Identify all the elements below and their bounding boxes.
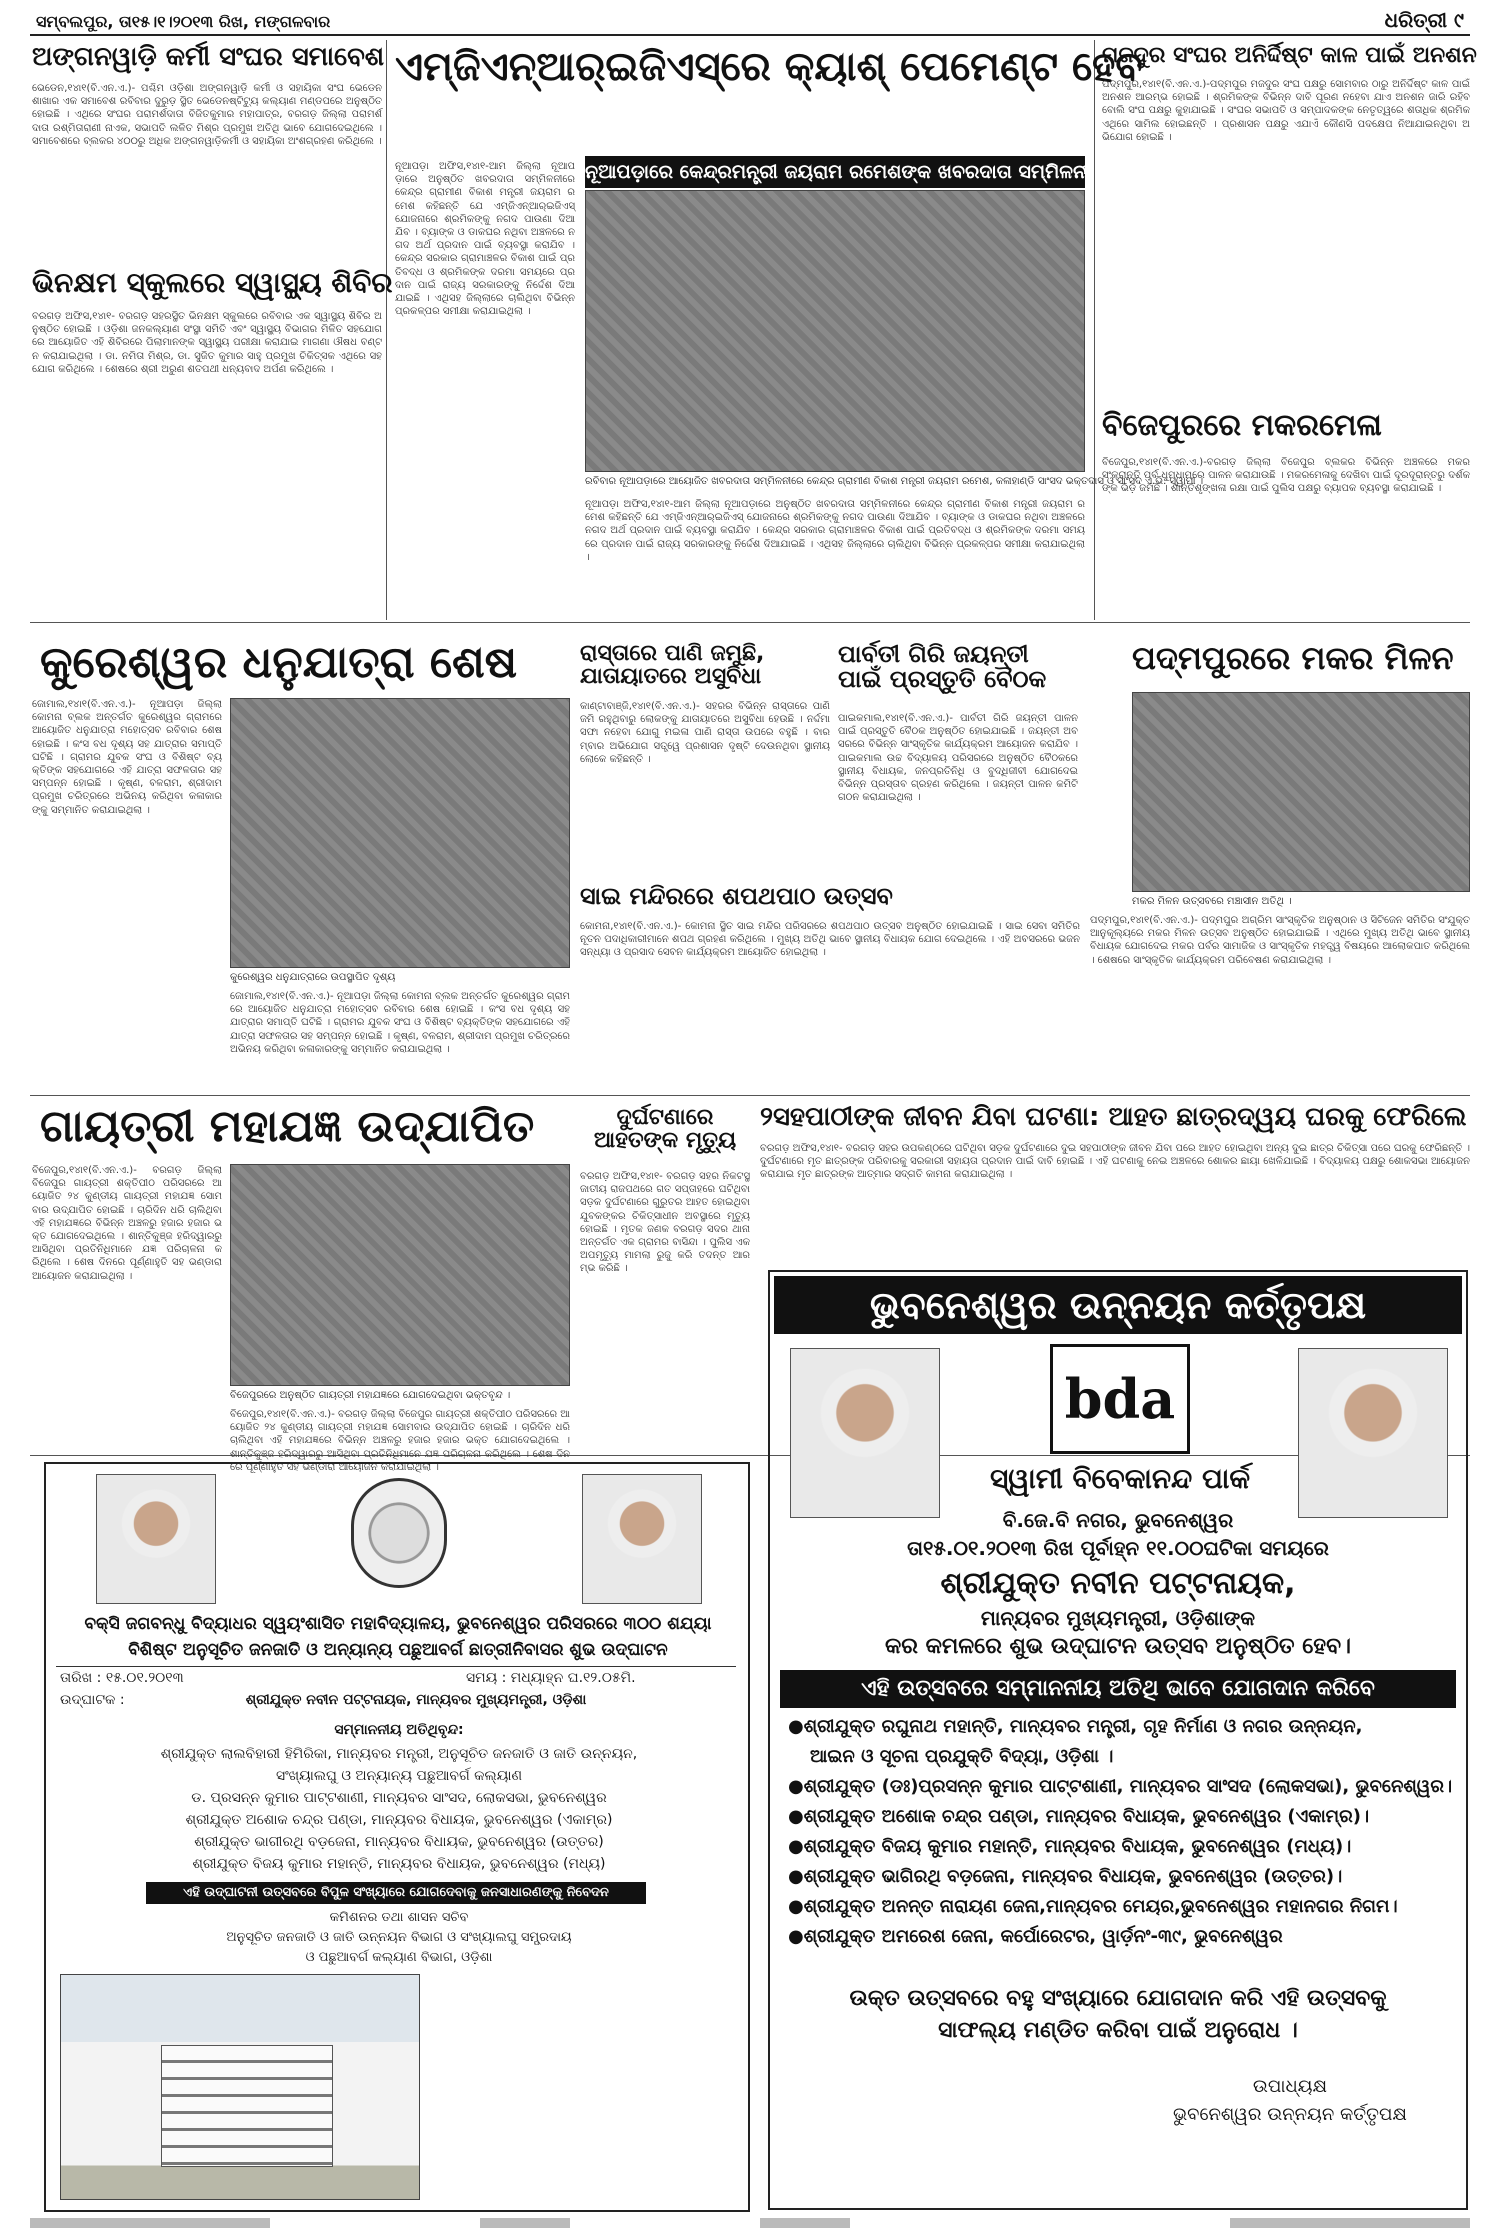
story-dhanuyatra: ଜୋମାଲ,୧୪ା୧(ବି.ଏନ.ଏ.)- ନୂଆପଡ଼ା ଜିଲ୍ଲା କୋମନା ବ୍ଲକ ଅନ୍ତର୍ଗତ କୁରେଶ୍ୱର ଗ୍ରାମରେ ଆୟୋଜିତ ଧନୁଯାତ୍ରା ମହୋତ୍ସବ ରବିବାର ଶେଷ ହୋଇଛି । କଂସ ବଧ ଦୃଶ୍ୟ ସହ ଯାତ୍ରାର ସମାପ୍ତି ଘଟିଛି । ଗ୍ରାମର ଯୁବକ ସଂଘ ଓ ବିଶିଷ୍ଟ ବ୍ୟକ୍ତିଙ୍କ ସହଯୋଗରେ ଏହି ଯାତ୍ରା ସଫଳତାର ସହ ସମ୍ପନ୍ନ ହୋଇଛି । କୃଷ୍ଣ, ବଳରାମ, ଶ୍ରୀଦାମ ପ୍ରମୁଖ ଚରିତ୍ରରେ ଅଭିନୟ କରିଥିବା କଳାକାରଙ୍କୁ ସମ୍ମାନିତ କରାଯାଇଥିଲା । [32, 699, 222, 816]
headline-dhanuyatra: କୁରେଶ୍ୱର ଧନୁଯାତ୍ରା ଶେଷ [40, 637, 518, 688]
closing-line: ଉକ୍ତ ଉତ୍ସବରେ ବହୁ ସଂଖ୍ୟାରେ ଯୋଗଦାନ କରି ଏହି ଉତ୍ସବକୁ [849, 1986, 1387, 2011]
padampur-photo [1132, 692, 1470, 892]
story-makara-bijepur: ବିଜେପୁର,୧୪ା୧(ବି.ଏନ.ଏ.)-ବରଗଡ଼ ଜିଲ୍ଲା ବିଜେପୁର ବ୍ଲକର ବିଭିନ୍ନ ଅଞ୍ଚଳରେ ମକର ସଂକ୍ରାନ୍ତି ପର୍ବ ଧୁମଧାମରେ ପାଳନ କରାଯାଉଛି । ମକରମେଳାକୁ ଦେଖିବା ପାଇଁ ଦୂରଦୂରାନ୍ତରୁ ଦର୍ଶକଙ୍କ ଭିଡ଼ ଜମିଛି । ଶାନ୍ତିଶୃଙ୍ଖଳା ରକ୍ଷା ପାଇଁ ପୁଲିସ ପକ୍ଷରୁ ବ୍ୟାପକ ବ୍ୟବସ୍ଥା କରାଯାଇଛି । [1102, 457, 1470, 495]
story-accident: ବରଗଡ଼ ଅଫିସ,୧୪ା୧- ବରଗଡ଼ ସହର ନିକଟସ୍ଥ ଜାତୀୟ ରାଜପଥରେ ଗତ ସପ୍ତାହରେ ଘଟିଥିବା ସଡ଼କ ଦୁର୍ଘଟଣାରେ ଗୁରୁତର ଆହତ ହୋଇଥିବା ଯୁବକଙ୍କର ଚିକିତ୍ସାଧୀନ ଅବସ୍ଥାରେ ମୃତ୍ୟୁ ହୋଇଛି । ମୃତକ ଜଣକ ବରଗଡ଼ ସଦର ଥାନା ଅନ୍ତର୍ଗତ ଏକ ଗ୍ରାମର ବାସିନ୍ଦା । ପୁଲିସ ଏକ ଅପମୃତ୍ୟୁ ମାମଲା ରୁଜୁ କରି ତଦନ୍ତ ଆରମ୍ଭ କରିଛି । [580, 1171, 750, 1275]
guest-line: ଶ୍ରୀଯୁକ୍ତ ଭାଗୀରଥି ବଡ଼ଜେନା, ମାନ୍ୟବର ବିଧାୟକ, ଭୁବନେଶ୍ୱର (ଉତ୍ତର) [194, 1834, 604, 1850]
story-anganwadi: ଭେଡେନ,୧୪ା୧(ବି.ଏନ.ଏ.)- ପଶ୍ଚିମ ଓଡ଼ିଶା ଅଙ୍ଗନୱାଡ଼ି କର୍ମୀ ଓ ସହାୟିକା ସଂଘ ଭେଡେନ ଶାଖାର ଏକ ସମାବେଶ ରବିବାର ଦୁରୁଡ଼ ସ୍ଥିତ ଭେଡେନଷ୍ଟିଟ୍ୟୁ କଲ୍ୟାଣ ମଣ୍ଡପରେ ଅନୁଷ୍ଠିତ ହୋଇଛି । ଏଥିରେ ସଂଘର ପରାମର୍ଶଦାତା ବିଜିତକୁମାର ମହାପାତ୍ର, ବରଗଡ଼ ଜିଲ୍ଲା ପରାମର୍ଶଦାତା ରଶ୍ମିତାରାଣୀ ନାଏକ, ସଭାପତି ଲଳିତ ମିଶ୍ର ପ୍ରମୁଖ ଅତିଥି ଭାବେ ଯୋଗଦେଇଥିଲେ । ସମାବେଶରେ ବ୍ଲକର ୪୦୦ରୁ ଅଧିକ ଅଙ୍ଗନୱାଡ଼ିକର୍ମୀ ଓ ସହାୟିକା ଅଂଶଗ୍ରହଣ କରିଥିଲେ । [32, 83, 382, 147]
headline-water: ରାସ୍ତାରେ ପାଣି ଜମୁଛି, ଯାତାୟାତରେ ଅସୁବିଧା [580, 641, 765, 690]
ad-title-line: ବକ୍ସି ଜଗବନ୍ଧୁ ବିଦ୍ୟାଧର ସ୍ୱୟଂଶାସିତ ମହାବିଦ୍ୟାଳୟ, ଭୁବନେଶ୍ୱର ପରିସରରେ ୩୦୦ ଶଯ୍ୟା [84, 1614, 712, 1634]
bda-advertisement [768, 1270, 1468, 2210]
guest-item-cont: ଆଇନ ଓ ସୂଚନା ପ୍ରଯୁକ୍ତି ବିଦ୍ୟା, ଓଡ଼ିଶା । [810, 1746, 1114, 1767]
row-rule [30, 1095, 1470, 1096]
guest-item: ● ଶ୍ରୀଯୁକ୍ତ ଭାଗିରଥି ବଡ଼ଜେନା, ମାନ୍ୟବର ବିଧାୟକ, ଭୁବନେଶ୍ୱର (ଉତ୍ତର)। [788, 1866, 1458, 1896]
story-sai: କୋମନା,୧୪ା୧(ବି.ଏନ.ଏ.)- କୋମନା ସ୍ଥିତ ସାଇ ମନ୍ଦିର ପରିସରରେ ଶପଥପାଠ ଉତ୍ସବ ଅନୁଷ୍ଠିତ ହୋଇଯାଇଛି । ସାଇ ସେବା ସମିତିର ନୂତନ ପଦାଧିକାରୀମାନେ ଶପଥ ଗ୍ରହଣ କରିଥିଲେ । ମୁଖ୍ୟ ଅତିଥି ଭାବେ ସ୍ଥାନୀୟ ବିଧାୟକ ଯୋଗ ଦେଇଥିଲେ । ଏହି ଅବସରରେ ଭଜନ ସନ୍ଧ୍ୟା ଓ ପ୍ରସାଦ ସେବନ କାର୍ଯ୍ୟକ୍ରମ ଆୟୋଜିତ ହୋଇଥିଲା । [580, 921, 1080, 959]
story-hunger-strike: ପଦ୍ମପୁର,୧୪ା୧(ବି.ଏନ.ଏ.)-ପଦ୍ମପୁର ମଜଦୁର ସଂଘ ପକ୍ଷରୁ ସୋମବାର ଠାରୁ ଅନିର୍ଦ୍ଦିଷ୍ଟ କାଳ ପାଇଁ ଅନଶନ ଆରମ୍ଭ ହୋଇଛି । ଶ୍ରମିକଙ୍କ ବିଭିନ୍ନ ଦାବି ପୂରଣ ନହେବା ଯାଏ ଅନଶନ ଜାରି ରହିବ ବୋଲି ସଂଘ ପକ୍ଷରୁ କୁହାଯାଇଛି । ସଂଘର ସଭାପତି ଓ ସମ୍ପାଦକଙ୍କ ନେତୃତ୍ୱରେ ଶତାଧିକ ଶ୍ରମିକ ଏଥିରେ ସାମିଲ ହୋଇଛନ୍ତି । ପ୍ରଶାସନ ପକ୍ଷରୁ ଏଯାଏଁ କୌଣସି ପଦକ୍ଷେପ ନିଆଯାଇନଥିବା ଅଭିଯୋଗ ହୋଇଛି । [1102, 79, 1470, 143]
event-line: କର କମଳରେ ଶୁଭ ଉଦ୍‌ଘାଟନ ଉତ୍ସବ ଅନୁଷ୍ଠିତ ହେବ। [884, 1634, 1352, 1659]
guest-item: ● ଶ୍ରୀଯୁକ୍ତ ଅଶୋକ ଚନ୍ଦ୍ର ପଣ୍ଡା, ମାନ୍ୟବର ବିଧାୟକ, ଭୁବନେଶ୍ୱର (ଏକାମ୍ର)। [788, 1806, 1458, 1836]
guest-line: ଶ୍ରୀଯୁକ୍ତ ଲାଲବିହାରୀ ହିମିରିକା, ମାନ୍ୟବର ମନ୍ତ୍ରୀ, ଅନୁସୂଚିତ ଜନଜାତି ଓ ଜାତି ଉନ୍ନୟନ, [160, 1746, 638, 1762]
guest-item: ● ଶ୍ରୀଯୁକ୍ତ ରଘୁନାଥ ମହାନ୍ତି, ମାନ୍ୟବର ମନ୍ତ୍ରୀ, ଗୃହ ନିର୍ମାଣ ଓ ନଗର ଉନ୍ନୟନ, [788, 1716, 1458, 1746]
event-date: ତାରିଖ : ୧୫.୦୧.୨୦୧୩ [60, 1670, 184, 1686]
guest-line: ସଂଖ୍ୟାଲଘୁ ଓ ଅନ୍ୟାନ୍ୟ ପଛୁଆବର୍ଗ କଲ୍ୟାଣ [275, 1768, 523, 1784]
inaugurator-label: ଉଦ୍‌ଘାଟକ : [60, 1692, 125, 1708]
story-mgnregs: ନୂଆପଡ଼ା ଅଫିସ,୧୪ା୧-ଆମ ଜିଲ୍ଲା ନୂଆପଡ଼ାରେ ଅନୁଷ୍ଠିତ ଖବରଦାତା ସମ୍ମିଳନୀରେ କେନ୍ଦ୍ର ଗ୍ରାମୀଣ ବିକାଶ ମନ୍ତ୍ରୀ ଜୟରାମ ରମେଶ କହିଛନ୍ତି ଯେ ଏମ୍‌ଜିଏନ୍‌ଆର୍‌ଇଜିଏସ୍ ଯୋଜନାରେ ଶ୍ରମିକଙ୍କୁ ନଗଦ ପାଉଣା ଦିଆଯିବ । ବ୍ୟାଙ୍କ ଓ ଡାକଘର ନଥିବା ଅଞ୍ଚଳରେ ନଗଦ ଅର୍ଥ ପ୍ରଦାନ ପାଇଁ ବ୍ୟବସ୍ଥା କରାଯିବ । କେନ୍ଦ୍ର ସରକାର ଗ୍ରାମାଞ୍ଚଳର ବିକାଶ ପାଇଁ ପ୍ରତିବଦ୍ଧ ଓ ଶ୍ରମିକଙ୍କ ଦରମା ସମୟରେ ପ୍ରଦାନ ପାଇଁ ରାଜ୍ୟ ସରକାରଙ୍କୁ ନିର୍ଦ୍ଦେଶ ଦିଆଯାଇଛି । ଏଥିସହ ଜିଲ୍ଲାରେ ଚାଲିଥିବା ବିଭିନ୍ନ ପ୍ରକଳ୍ପର ସମୀକ୍ଷା କରାଯାଇଥିଲା । [395, 161, 575, 318]
guest-line: ଶ୍ରୀଯୁକ୍ତ ଅଶୋକ ଚନ୍ଦ୍ର ପଣ୍ଡା, ମାନ୍ୟବର ବିଧାୟକ, ଭୁବନେଶ୍ୱର (ଏକାମ୍ର) [185, 1812, 613, 1828]
bda-banner: ଭୁବନେଶ୍ୱର ଉନ୍ନୟନ କର୍ତ୍ତୃପକ୍ଷ [774, 1276, 1462, 1334]
dateline: ସମ୍ବଲପୁର, ତା୧୫।୧।୨୦୧୩ ରିଖ, ମଙ୍ଗଳବାର [36, 12, 331, 31]
subhead-mgnregs: ନୂଆପଡ଼ାରେ କେନ୍ଦ୍ରମନ୍ତ୍ରୀ ଜୟରାମ ରମେଶଙ୍କ ଖବରଦାତା ସମ୍ମିଳନୀ [585, 156, 1085, 188]
story-mgnregs-cont: ନୂଆପଡ଼ା ଅଫିସ,୧୪ା୧-ଆମ ଜିଲ୍ଲା ନୂଆପଡ଼ାରେ ଅନୁଷ୍ଠିତ ଖବରଦାତା ସମ୍ମିଳନୀରେ କେନ୍ଦ୍ର ଗ୍ରାମୀଣ ବିକାଶ ମନ୍ତ୍ରୀ ଜୟରାମ ରମେଶ କହିଛନ୍ତି ଯେ ଏମ୍‌ଜିଏନ୍‌ଆର୍‌ଇଜିଏସ୍ ଯୋଜନାରେ ଶ୍ରମିକଙ୍କୁ ନଗଦ ପାଉଣା ଦିଆଯିବ । ବ୍ୟାଙ୍କ ଓ ଡାକଘର ନଥିବା ଅଞ୍ଚଳରେ ନଗଦ ଅର୍ଥ ପ୍ରଦାନ ପାଇଁ ବ୍ୟବସ୍ଥା କରାଯିବ । କେନ୍ଦ୍ର ସରକାର ଗ୍ରାମାଞ୍ଚଳର ବିକାଶ ପାଇଁ ପ୍ରତିବଦ୍ଧ ଓ ଶ୍ରମିକଙ୍କ ଦରମା ସମୟରେ ପ୍ରଦାନ ପାଇଁ ରାଜ୍ୟ ସରକାରଙ୍କୁ ନିର୍ଦ୍ଦେଶ ଦିଆଯାଇଛି । ଏଥିସହ ଜିଲ୍ଲାରେ ଚାଲିଥିବା ବିଭିନ୍ନ ପ୍ରକଳ୍ପର ସମୀକ୍ଷା କରାଯାଇଥିଲା । [585, 499, 1085, 563]
story-dhanuyatra-cont: ଜୋମାଲ,୧୪ା୧(ବି.ଏନ.ଏ.)- ନୂଆପଡ଼ା ଜିଲ୍ଲା କୋମନା ବ୍ଲକ ଅନ୍ତର୍ଗତ କୁରେଶ୍ୱର ଗ୍ରାମରେ ଆୟୋଜିତ ଧନୁଯାତ୍ରା ମହୋତ୍ସବ ରବିବାର ଶେଷ ହୋଇଛି । କଂସ ବଧ ଦୃଶ୍ୟ ସହ ଯାତ୍ରାର ସମାପ୍ତି ଘଟିଛି । ଗ୍ରାମର ଯୁବକ ସଂଘ ଓ ବିଶିଷ୍ଟ ବ୍ୟକ୍ତିଙ୍କ ସହଯୋଗରେ ଏହି ଯାତ୍ରା ସଫଳତାର ସହ ସମ୍ପନ୍ନ ହୋଇଛି । କୃଷ୍ଣ, ବଳରାମ, ଶ୍ରୀଦାମ ପ୍ରମୁଖ ଚରିତ୍ରରେ ଅଭିନୟ କରିଥିବା କଳାକାରଙ୍କୁ ସମ୍ମାନିତ କରାଯାଇଥିଲା । [230, 991, 570, 1055]
headline-accident: ଦୁର୍ଘଟଣାରେ ଆହତଙ୍କ ମୃତ୍ୟୁ [593, 1105, 737, 1154]
dhanuyatra-photo [230, 698, 570, 968]
bda-logo: bda [1050, 1344, 1190, 1454]
story-padampur: ପଦ୍ମପୁର,୧୪ା୧(ବି.ଏନ.ଏ.)- ପଦ୍ମପୁର ଅଗ୍ରିମ ସାଂସ୍କୃତିକ ଅନୁଷ୍ଠାନ ଓ ସିଟିଜେନ ସମିତିର ସଂଯୁକ୍ତ ଆନୁକୂଲ୍ୟରେ ମକର ମିଳନ ଉତ୍ସବ ଅନୁଷ୍ଠିତ ହୋଇଯାଇଛି । ଏଥିରେ ମୁଖ୍ୟ ଅତିଥି ଭାବେ ସ୍ଥାନୀୟ ବିଧାୟକ ଯୋଗଦେଇ ମକର ପର୍ବର ସାମାଜିକ ଓ ସାଂସ୍କୃତିକ ମହତ୍ତ୍ୱ ବିଷୟରେ ଆଲୋକପାତ କରିଥିଲେ । ଶେଷରେ ସାଂସ୍କୃତିକ କାର୍ଯ୍ୟକ୍ରମ ପରିବେଷଣ କରାଯାଇଥିଲା । [1090, 915, 1470, 966]
headline-makara-bijepur: ବିଜେପୁରରେ ମକରମେଳା [1102, 408, 1382, 443]
story-gayatri-cont: ବିଜେପୁର,୧୪ା୧(ବି.ଏନ.ଏ.)- ବରଗଡ଼ ଜିଲ୍ଲା ବିଜେପୁର ଗାୟତ୍ରୀ ଶକ୍ତିପୀଠ ପରିସରରେ ଆୟୋଜିତ ୨୪ କୁଣ୍ଡୀୟ ଗାୟତ୍ରୀ ମହାଯଜ୍ଞ ସୋମବାର ଉଦ୍‌ଯାପିତ ହୋଇଛି । ଚାରିଦିନ ଧରି ଚାଲିଥିବା ଏହି ମହାଯଜ୍ଞରେ ବିଭିନ୍ନ ଅଞ୍ଚଳରୁ ହଜାର ହଜାର ଭକ୍ତ ଯୋଗଦେଇଥିଲେ । ଶାନ୍ତିକୁଞ୍ଜ ହରିଦ୍ୱାରରୁ ଆସିଥିବା ପ୍ରତିନିଧିମାନେ ଯଜ୍ଞ ପରିଚାଳନା କରିଥିଲେ । ଶେଷ ଦିନରେ ପୂର୍ଣ୍ଣାହୁତି ସହ ଭଣ୍ଡାରା ଆୟୋଜନ କରାଯାଇଥିଲା । [230, 1409, 570, 1473]
guest-item: ● ଶ୍ରୀଯୁକ୍ତ ଅନନ୍ତ ନାରାୟଣ ଜେନା,ମାନ୍ୟବର ମେୟର,ଭୁବନେଶ୍ୱର ମହାନଗର ନିଗମ। [788, 1896, 1458, 1926]
appeal-band: ଏହି ଉଦ୍‌ଘାଟନୀ ଉତ୍ସବରେ ବିପୁଳ ସଂଖ୍ୟାରେ ଯୋଗଦେବାକୁ ଜନସାଧାରଣଙ୍କୁ ନିବେଦନ [146, 1882, 646, 1904]
bda-guest-list [788, 1716, 1458, 1956]
building-facade [161, 2045, 333, 2167]
row-rule [30, 622, 1470, 623]
column-rule [1094, 40, 1095, 620]
headline-health-camp: ଭିନକ୍ଷମ ସ୍କୁଲରେ ସ୍ୱାସ୍ଥ୍ୟ ଶିବିର [32, 266, 393, 299]
minister-portrait [790, 1348, 940, 1518]
masthead [30, 6, 1470, 36]
footer-strip [760, 2218, 850, 2228]
headline-padampur: ପଦ୍ମପୁରରେ ମକର ମିଳନ [1132, 639, 1454, 677]
divider [56, 1666, 736, 1667]
column-rule [386, 40, 387, 620]
headline-gayatri: ଗାୟତ୍ରୀ ମହାଯଜ୍ଞ ଉଦ୍‌ଯାପିତ [40, 1101, 535, 1152]
story-parbati: ପାଇକମାଲ,୧୪ା୧(ବି.ଏନ.ଏ.)- ପାର୍ବତୀ ଗିରି ଜୟନ୍ତୀ ପାଳନ ପାଇଁ ପ୍ରସ୍ତୁତି ବୈଠକ ଅନୁଷ୍ଠିତ ହୋଇଯାଇଛି । ଜୟନ୍ତୀ ଅବସରରେ ବିଭିନ୍ନ ସାଂସ୍କୃତିକ କାର୍ଯ୍ୟକ୍ରମ ଆୟୋଜନ କରାଯିବ । ପାଇକମାଲ ଉଚ୍ଚ ବିଦ୍ୟାଳୟ ପରିସରରେ ଅନୁଷ୍ଠିତ ବୈଠକରେ ସ୍ଥାନୀୟ ବିଧାୟକ, ଜନପ୍ରତିନିଧି ଓ ବୁଦ୍ଧିଜୀବୀ ଯୋଗଦେଇ ବିଭିନ୍ନ ପ୍ରସ୍ତାବ ଗ୍ରହଣ କରିଥିଲେ । ଜୟନ୍ତୀ ପାଳନ କମିଟି ଗଠନ କରାଯାଇଥିଲା । [838, 713, 1078, 804]
hostel-building-photo [60, 1974, 420, 2200]
page-number: ଧରିତ୍ରୀ ୯ [1384, 8, 1464, 32]
headline-anganwadi: ଅଙ୍ଗନୱାଡ଼ି କର୍ମୀ ସଂଘର ସମାବେଶ [32, 42, 385, 72]
event-time: ସମୟ : ମଧ୍ୟାହ୍ନ ଘ.୧୨.୦୫ମି. [466, 1670, 636, 1686]
headline-sai: ସାଇ ମନ୍ଦିରରେ ଶପଥପାଠ ଉତ୍ସବ [580, 882, 893, 910]
photo-caption: ବିଜେପୁରରେ ଅନୁଷ୍ଠିତ ଗାୟତ୍ରୀ ମହାଯଜ୍ଞରେ ଯୋଗଦେଇଥିବା ଭକ୍ତବୃନ୍ଦ । [230, 1390, 511, 1401]
signatory-title: ଉପାଧ୍ୟକ୍ଷ [1252, 2076, 1328, 2097]
yajna-photo [230, 1164, 570, 1386]
footer-strip [1230, 2218, 1470, 2228]
headline-mgnregs: ଏମ୍‌ଜିଏନ୍‌ଆର୍‌ଇଜିଏସ୍‌ରେ କ୍ୟାଶ୍ ପେମେଣ୍ଟ ହେବ [395, 44, 1143, 90]
ad-title-line: ବିଶିଷ୍ଟ ଅନୁସୂଚିତ ଜନଜାତି ଓ ଅନ୍ୟାନ୍ୟ ପଛୁଆବର୍ଗ ଛାତ୍ରୀନିବାସର ଶୁଭ ଉଦ୍‌ଘାଟନ [128, 1640, 668, 1660]
event-time: ତା୧୫.୦୧.୨୦୧୩ ରିଖ ପୂର୍ବାହ୍ନ ୧୧.୦୦ଘଟିକା ସମୟରେ [907, 1536, 1329, 1560]
footer-strip [30, 2218, 270, 2228]
closing-line: ସାଫଲ୍ୟ ମଣ୍ଡିତ କରିବା ପାଇଁ ଅନୁରୋଧ । [938, 2018, 1298, 2043]
odisha-emblem [351, 1478, 447, 1588]
park-location: ବି.ଜେ.ବି ନଗର, ଭୁବନେଶ୍ୱର [1002, 1508, 1234, 1532]
chief-minister-portrait [1298, 1348, 1448, 1518]
guest-item: ● ଶ୍ରୀଯୁକ୍ତ ବିଜୟ କୁମାର ମହାନ୍ତି, ମାନ୍ୟବର ବିଧାୟକ, ଭୁବନେଶ୍ୱର (ମଧ୍ୟ)। [788, 1836, 1458, 1866]
inaugurator-title: ମାନ୍ୟବର ମୁଖ୍ୟମନ୍ତ୍ରୀ, ଓଡ଼ିଶାଙ୍କ [980, 1606, 1256, 1630]
chief-minister-portrait [582, 1474, 702, 1604]
guest-line: ଡ. ପ୍ରସନ୍ନ କୁମାର ପାଟ୍ଟଶାଣୀ, ମାନ୍ୟବର ସାଂସଦ, ଲୋକସଭା, ଭୁବନେଶ୍ୱର [191, 1790, 607, 1806]
story-water: କାଣ୍ଟାବାଞ୍ଜି,୧୪ା୧(ବି.ଏନ.ଏ.)- ସହରର ବିଭିନ୍ନ ରାସ୍ତାରେ ପାଣି ଜମି ରହୁଥିବାରୁ ଲୋକଙ୍କୁ ଯାତାୟାତରେ ଅସୁବିଧା ହେଉଛି । ନର୍ଦ୍ଦମା ସଫା ନହେବା ଯୋଗୁ ମଇଳା ପାଣି ରାସ୍ତା ଉପରେ ବହୁଛି । ବାରମ୍ବାର ଅଭିଯୋଗ ସତ୍ତ୍ୱେ ପ୍ରଶାସନ ଦୃଷ୍ଟି ଦେଉନଥିବା ସ୍ଥାନୀୟ ଲୋକେ କହିଛନ୍ତି । [580, 701, 830, 765]
signatory-org: ଭୁବନେଶ୍ୱର ଉନ୍ନୟନ କର୍ତ୍ତୃପକ୍ଷ [1173, 2104, 1407, 2125]
story-gayatri: ବିଜେପୁର,୧୪ା୧(ବି.ଏନ.ଏ.)- ବରଗଡ଼ ଜିଲ୍ଲା ବିଜେପୁର ଗାୟତ୍ରୀ ଶକ୍ତିପୀଠ ପରିସରରେ ଆୟୋଜିତ ୨୪ କୁଣ୍ଡୀୟ ଗାୟତ୍ରୀ ମହାଯଜ୍ଞ ସୋମବାର ଉଦ୍‌ଯାପିତ ହୋଇଛି । ଚାରିଦିନ ଧରି ଚାଲିଥିବା ଏହି ମହାଯଜ୍ଞରେ ବିଭିନ୍ନ ଅଞ୍ଚଳରୁ ହଜାର ହଜାର ଭକ୍ତ ଯୋଗଦେଇଥିଲେ । ଶାନ୍ତିକୁଞ୍ଜ ହରିଦ୍ୱାରରୁ ଆସିଥିବା ପ୍ରତିନିଧିମାନେ ଯଜ୍ଞ ପରିଚାଳନା କରିଥିଲେ । ଶେଷ ଦିନରେ ପୂର୍ଣ୍ଣାହୁତି ସହ ଭଣ୍ଡାରା ଆୟୋଜନ କରାଯାଇଥିଲା । [32, 1165, 222, 1282]
photo-caption: କୁରେଶ୍ୱର ଧନୁଯାତ୍ରାରେ ଉପସ୍ଥାପିତ ଦୃଶ୍ୟ [230, 972, 396, 983]
guest-item: ● ଶ୍ରୀଯୁକ୍ତ (ଡଃ)ପ୍ରସନ୍ନ କୁମାର ପାଟ୍ଟଶାଣୀ, ମାନ୍ୟବର ସାଂସଦ (ଲୋକସଭା), ଭୁବନେଶ୍ୱର। [788, 1776, 1458, 1806]
story-health-camp: ବରଗଡ଼ ଅଫିସ,୧୪ା୧- ବରଗଡ଼ ସହରସ୍ଥିତ ଭିନକ୍ଷମ ସ୍କୁଲରେ ରବିବାର ଏକ ସ୍ୱାସ୍ଥ୍ୟ ଶିବିର ଅନୁଷ୍ଠିତ ହୋଇଛି । ଓଡ଼ିଶା ଜନକଲ୍ୟାଣ ସଂସ୍ଥା ସମିତି ଏବଂ ସ୍ୱାସ୍ଥ୍ୟ ବିଭାଗର ମିଳିତ ସହଯୋଗରେ ଆୟୋଜିତ ଏହି ଶିବିରରେ ପିଲାମାନଙ୍କ ସ୍ୱାସ୍ଥ୍ୟ ପରୀକ୍ଷା କରାଯାଇ ମାଗଣା ଔଷଧ ବଣ୍ଟନ କରାଯାଇଥିଲା । ଡା. ନମିତା ମିଶ୍ର, ଡା. ସୁଜିତ କୁମାର ସାହୁ ପ୍ରମୁଖ ଚିକିତ୍ସକ ଏଥିରେ ସହଯୋଗ କରିଥିଲେ । ଶେଷରେ ଶ୍ରୀ ଅରୁଣ ଶତପଥୀ ଧନ୍ୟବାଦ ଅର୍ପଣ କରିଥିଲେ । [32, 311, 382, 375]
signatory: ଓ ପଛୁଆବର୍ଗ କଲ୍ୟାଣ ବିଭାଗ, ଓଡ଼ିଶା [305, 1950, 493, 1965]
press-conference-photo [585, 190, 1085, 472]
footer-strip [480, 2218, 570, 2228]
headline-classmates: ୨ସହପାଠୀଙ୍କ ଜୀବନ ଯିବା ଘଟଣା: ଆହତ ଛାତ୍ରଦ୍ୱୟ ଘରକୁ ଫେରିଲେ [760, 1102, 1467, 1132]
minister-portrait [96, 1474, 216, 1604]
inaugurator-name: ଶ୍ରୀଯୁକ୍ତ ନବୀନ ପଟ୍ଟନାୟକ, ମାନ୍ୟବର ମୁଖ୍ୟମନ୍ତ୍ରୀ, ଓଡ଼ିଶା [245, 1692, 587, 1708]
photo-caption: ମକର ମିଳନ ଉତ୍ସବରେ ମଞ୍ଚାସୀନ ଅତିଥି । [1132, 896, 1292, 907]
headline-parbati: ପାର୍ବତୀ ଗିରି ଜୟନ୍ତୀ ପାଇଁ ପ୍ରସ୍ତୁତି ବୈଠକ [838, 640, 1047, 694]
inaugurator-name: ଶ୍ରୀଯୁକ୍ତ ନବୀନ ପଟ୍ଟନାୟକ, [940, 1566, 1296, 1601]
story-classmates: ବରଗଡ଼ ଅଫିସ,୧୪ା୧- ବରଗଡ଼ ସହର ଉପକଣ୍ଠରେ ଘଟିଥିବା ସଡ଼କ ଦୁର୍ଘଟଣାରେ ଦୁଇ ସହପାଠୀଙ୍କ ଜୀବନ ଯିବା ପରେ ଆହତ ହୋଇଥିବା ଅନ୍ୟ ଦୁଇ ଛାତ୍ର ଚିକିତ୍ସା ପରେ ଘରକୁ ଫେରିଛନ୍ତି । ଦୁର୍ଘଟଣାରେ ମୃତ ଛାତ୍ରଙ୍କ ପରିବାରକୁ ସରକାରୀ ସହାୟତା ପ୍ରଦାନ ପାଇଁ ଦାବି ହୋଇଛି । ଏହି ଘଟଣାକୁ ନେଇ ଅଞ୍ଚଳରେ ଶୋକର ଛାୟା ଖେଳିଯାଇଛି । ବିଦ୍ୟାଳୟ ପକ୍ଷରୁ ଶୋକସଭା ଆୟୋଜନ କରାଯାଇ ମୃତ ଛାତ୍ରଙ୍କ ଆତ୍ମାର ସଦ୍‌ଗତି କାମନା କରାଯାଇଥିଲା । [760, 1143, 1470, 1181]
park-name: ସ୍ୱାମୀ ବିବେକାନନ୍ଦ ପାର୍କ [989, 1462, 1251, 1495]
guest-band: ଏହି ଉତ୍ସବରେ ସମ୍ମାନନୀୟ ଅତିଥି ଭାବେ ଯୋଗଦାନ କରିବେ [780, 1670, 1456, 1708]
headline-hunger-strike: ମଜଦୁର ସଂଘର ଅନିର୍ଦ୍ଦିଷ୍ଟ କାଳ ପାଇଁ ଅନଶନ [1102, 43, 1477, 68]
guest-item: ● ଶ୍ରୀଯୁକ୍ତ ଅମରେଶ ଜେନା, କର୍ପୋରେଟର, ୱାର୍ଡ଼ନଂ-୩୯, ଭୁବନେଶ୍ୱର [788, 1926, 1458, 1956]
guest-line: ଶ୍ରୀଯୁକ୍ତ ବିଜୟ କୁମାର ମହାନ୍ତି, ମାନ୍ୟବର ବିଧାୟକ, ଭୁବନେଶ୍ୱର (ମଧ୍ୟ) [192, 1856, 606, 1872]
photo-caption: ରବିବାର ନୂଆପଡ଼ାରେ ଆୟୋଜିତ ଖବରଦାତା ସମ୍ମିଳନୀରେ କେନ୍ଦ୍ର ଗ୍ରାମୀଣ ବିକାଶ ମନ୍ତ୍ରୀ ଜୟରାମ ରମେଶ, କଳାହାଣ୍ଡି ସାଂସଦ ଭକ୍ତଦାସ ଓ ସାଂସଦ ଏ.ଭି. ସ୍ୱାମୀ । [585, 476, 1204, 487]
guests-title: ସମ୍ମାନନୀୟ ଅତିଥିବୃନ୍ଦ: [334, 1722, 464, 1738]
signatory: କମିଶନର ତଥା ଶାସନ ସଚିବ [329, 1910, 469, 1925]
signatory: ଅନୁସୂଚିତ ଜନଜାତି ଓ ଜାତି ଉନ୍ନୟନ ବିଭାଗ ଓ ସଂଖ୍ୟାଲଘୁ ସମ୍ପ୍ରଦାୟ [226, 1930, 572, 1945]
hostel-advertisement [44, 1462, 750, 2212]
